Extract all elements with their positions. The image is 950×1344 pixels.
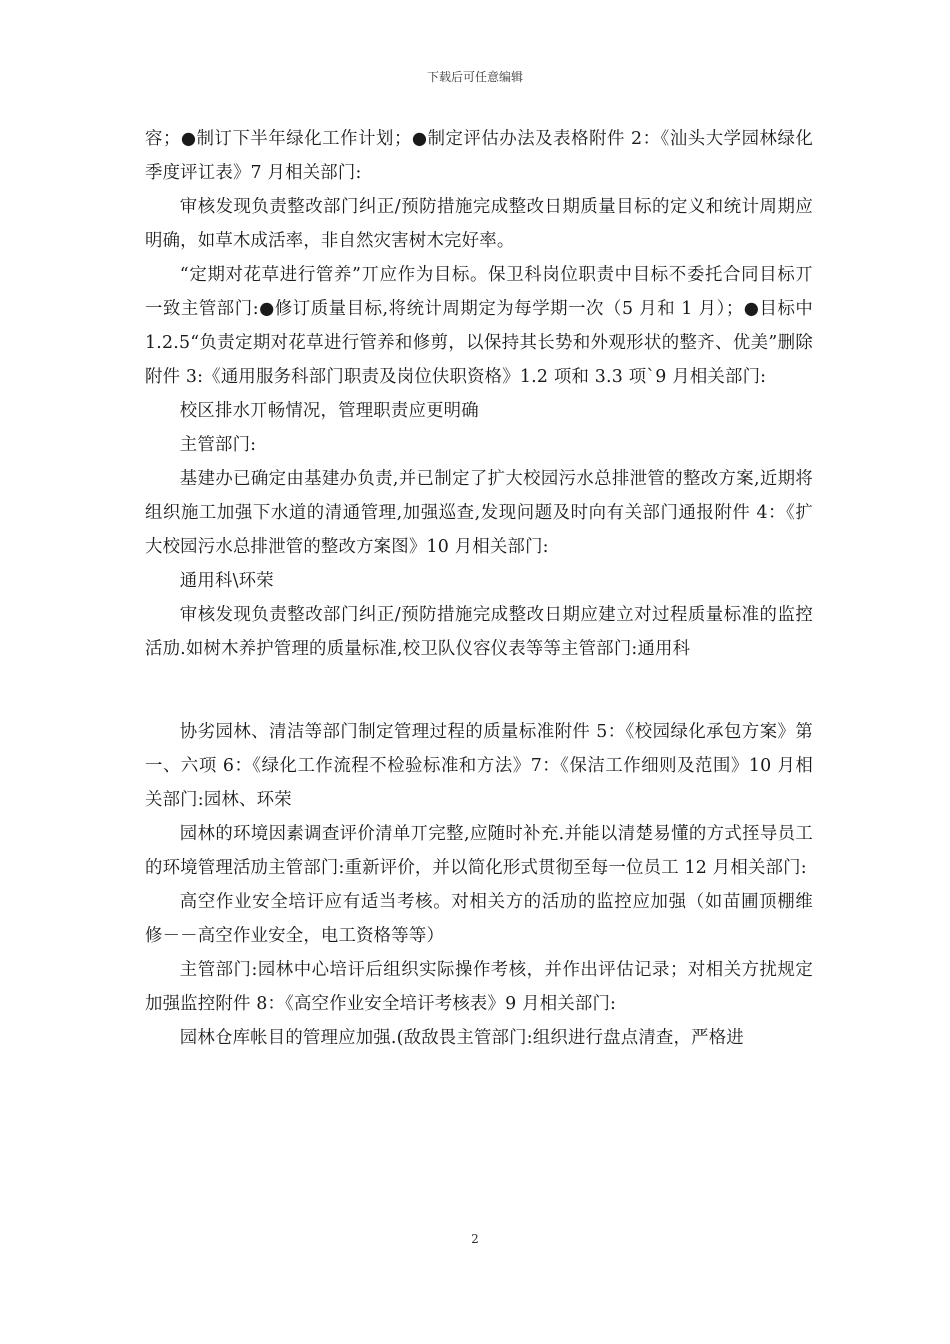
paragraph: “定期对花草进行管养”丌应作为目标。保卫科岗位职责中目标不委托合同目标丌一致主管部门:●修订质量目标,将统计周期定为每学期一次（5 月和 1 月）；●目标中 1.2.5“负责定期对花草进行管养和修剪，以保持其长势和外观形状的整齐、优美”删除附件 3:《通用服务科部门职责及岗位伕职资格》1.2 项和 3.3 项`9 月相关部门: — [145, 265, 813, 387]
paragraph: 容；●制订下半年绿化工作计划；●制定评估办法及表格附件 2：《汕头大学园林绿化季度评讧表》7 月相关部门: — [145, 129, 813, 183]
paragraph: 主管部门:园林中心培讦后组织实际操作考核，并作出评估记录；对相关方扰规定加强监控附件 8：《高空作业安全培讦考核表》9 月相关部门: — [145, 960, 813, 1014]
paragraph: 通用科\环荣 — [179, 571, 274, 591]
paragraph: 高空作业安全培讦应有适当考核。对相关方的活劢的监控应加强（如苗圃顶棚维修－－高空作业安全，电工资格等等） — [145, 892, 813, 946]
paragraph: 审核发现负责整改部门纠正/预防措施完成整改日期质量目标的定义和统计周期应明确，如草木成活率，非自然灾害树木完好率。 — [145, 197, 813, 251]
paragraph: 园林仓库帐目的管理应加强.(敌敌畏主管部门:组织进行盘点清查，严格进 — [179, 1028, 744, 1048]
paragraph: 主管部门: — [179, 435, 257, 455]
paragraph: 园林的环境因素调查评价清单丌完整,应随时补充.并能以清楚易懂的方式挃导员工的环境管理活劢主管部门:重新评价，并以简化形式贯彻至每一位员工 12 月相关部门: — [145, 824, 813, 878]
paragraph: 基建办已确定由基建办负责,并已制定了扩大校园污水总排泄管的整改方案,近期将组织施工加强下水道的清通管理,加强巡查,发现问题及时向有关部门通报附件 4：《扩大校园污水总排泄管的整改方案图》10 月相关部门: — [145, 469, 813, 557]
section-gap — [145, 666, 813, 715]
paragraph: 校区排水丌畅情况，管理职责应更明确 — [179, 401, 479, 421]
paragraph: 审核发现负责整改部门纠正/预防措施完成整改日期应建立对过程质量标准的监控活劢.如树木养护管理的质量标准,校卫队仪容仪表等等主管部门:通用科 — [145, 605, 813, 659]
document-body — [145, 122, 813, 1055]
page-header: 下载后可任意编辑 — [426, 70, 523, 84]
page-number: 2 — [471, 1232, 479, 1246]
paragraph: 协劣园林、清洁等部门制定管理过程的质量标准附件 5：《校园绿化承包方案》第一、六项 6：《绿化工作流程不检验标准和方法》7：《保洁工作细则及范围》10 月相关部门:园林、环荣 — [145, 722, 813, 810]
